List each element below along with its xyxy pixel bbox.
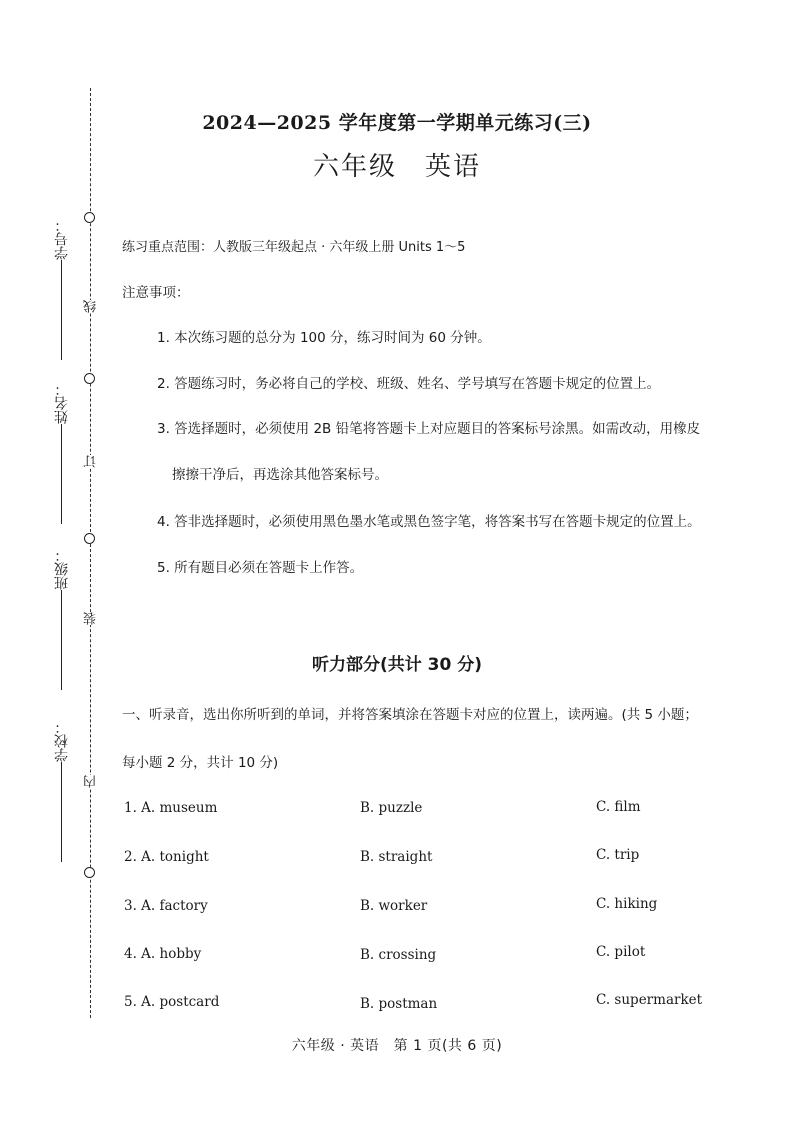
binding-hole-marker <box>84 212 95 223</box>
option-a: 2. A. tonight <box>124 849 209 865</box>
binding-dashed-line <box>90 88 91 1018</box>
school-field[interactable] <box>52 720 72 864</box>
option-a: 5. A. postcard <box>124 994 220 1010</box>
page-footer: 六年级 · 英语 第 1 页(共 6 页) <box>291 1038 503 1054</box>
class-blank[interactable] <box>62 590 63 690</box>
name-label: 姓名： <box>54 382 70 424</box>
option-b: B. crossing <box>360 947 437 963</box>
option-c: C. film <box>596 799 641 815</box>
option-b: B. postman <box>360 996 438 1012</box>
option-c: C. hiking <box>596 896 658 912</box>
option-a: 3. A. factory <box>124 898 208 914</box>
exam-subtitle: 六年级 英语 <box>312 152 481 182</box>
cut-word-ding: 订 <box>84 455 99 468</box>
note-item: 5. 所有题目必须在答题卡上作答。 <box>157 560 364 576</box>
student-id-blank[interactable] <box>62 260 63 360</box>
note-item: 1. 本次练习题的总分为 100 分，练习时间为 60 分钟。 <box>157 330 491 346</box>
option-b: B. straight <box>360 849 433 865</box>
option-b: B. worker <box>360 898 428 914</box>
cut-word-zhuang: 装 <box>84 612 99 625</box>
question-instruction-continued: 每小题 2 分，共计 10 分) <box>122 755 279 771</box>
note-item-continued: 擦擦干净后，再选涂其他答案标号。 <box>172 467 388 483</box>
option-b: B. puzzle <box>360 800 423 816</box>
student-id-label: 学号： <box>54 218 70 260</box>
student-id-field[interactable] <box>52 218 72 362</box>
option-c: C. pilot <box>596 944 646 960</box>
cut-word-nei: 内 <box>84 775 99 788</box>
practice-scope: 练习重点范围：人教版三年级起点 · 六年级上册 Units 1～5 <box>122 240 466 255</box>
binding-hole-marker <box>84 533 95 544</box>
note-item: 4. 答非选择题时，必须使用黑色墨水笔或黑色签字笔，将答案书写在答题卡规定的位置上。 <box>157 514 701 530</box>
cut-word-xian: 线 <box>84 300 99 313</box>
listening-section-title: 听力部分(共计 30 分) <box>311 655 483 675</box>
name-field[interactable] <box>52 382 72 526</box>
option-c: C. supermarket <box>596 992 703 1008</box>
class-label: 班级： <box>54 548 70 590</box>
school-blank[interactable] <box>62 762 63 862</box>
note-item: 2. 答题练习时，务必将自己的学校、班级、姓名、学号填写在答题卡规定的位置上。 <box>157 376 661 392</box>
school-label: 学校： <box>54 720 70 762</box>
option-a: 4. A. hobby <box>124 946 202 962</box>
option-a: 1. A. museum <box>124 800 218 816</box>
binding-hole-marker <box>84 373 95 384</box>
option-c: C. trip <box>596 847 640 863</box>
name-blank[interactable] <box>62 424 63 524</box>
note-item: 3. 答选择题时，必须使用 2B 铅笔将答题卡上对应题目的答案标号涂黑。如需改动，用橡皮 <box>157 421 701 437</box>
question-instruction: 一、听录音，选出你所听到的单词，并将答案填涂在答题卡对应的位置上，读两遍。(共 5 小题； <box>122 707 698 723</box>
notes-heading: 注意事项： <box>122 285 190 301</box>
binding-hole-marker <box>84 867 95 878</box>
exam-title: 2024—2025 学年度第一学期单元练习(三) <box>202 112 592 134</box>
